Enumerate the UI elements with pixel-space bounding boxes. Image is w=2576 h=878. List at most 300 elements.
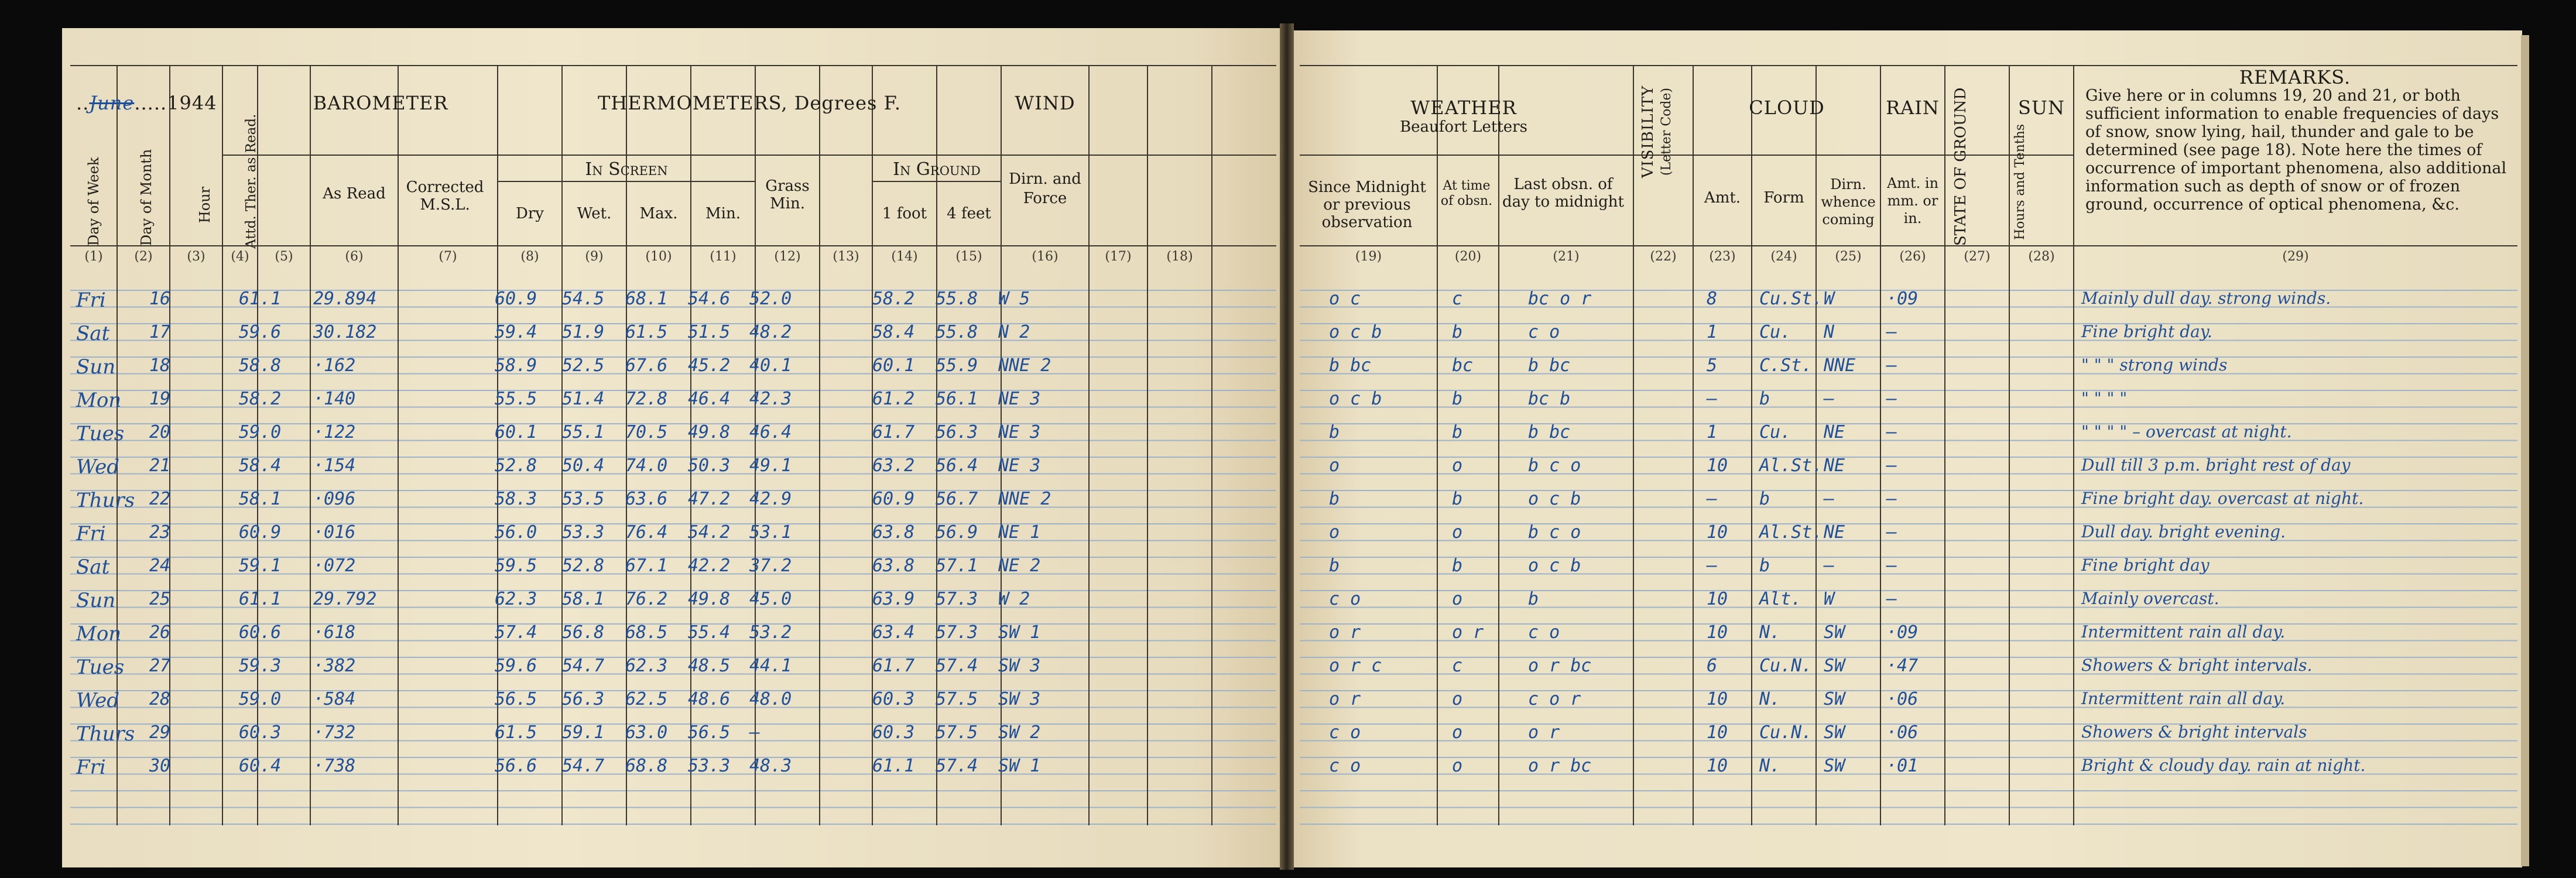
cell-at: o [1452, 722, 1463, 743]
cell-last: c o [1528, 322, 1560, 342]
cell-remark: Dull till 3 p.m. bright rest of day [2081, 455, 2351, 475]
cell-f4: 57.5 [936, 689, 978, 709]
column-number: (2) [134, 249, 153, 264]
cell-dirn: SW [1824, 756, 1845, 776]
cell-remark: Bright & cloudy day. rain at night. [2081, 756, 2366, 775]
rain-amt-header: Amt. in mm. or in. [1886, 175, 1939, 227]
cell-grass: 53.1 [749, 522, 792, 543]
cell-last: c o [1528, 622, 1560, 643]
cell-remark: " " " " – overcast at night. [2081, 422, 2292, 441]
cell-dirn: SW [1824, 622, 1845, 643]
cell-as-read: 29.894 [313, 289, 377, 309]
cell-remark: Mainly dull day. strong winds. [2081, 289, 2331, 308]
attd-ther-header: Attd. Ther. as Read. [244, 114, 259, 249]
cell-at: o [1452, 689, 1463, 709]
cell-remark: Fine bright day. overcast at night. [2081, 489, 2364, 508]
cell-max: 76.2 [625, 589, 668, 609]
cell-since: c o [1329, 756, 1361, 776]
cell-amt: 1 [1707, 322, 1718, 342]
cell-grass: – [749, 722, 761, 743]
column-number: (4) [231, 249, 249, 264]
column-number: (13) [833, 249, 859, 264]
column-number: (15) [955, 249, 982, 264]
cell-wet: 54.5 [562, 289, 605, 309]
cell-as-read: ·016 [313, 522, 356, 543]
cell-at: o [1452, 455, 1463, 476]
cell-since: o r c [1329, 656, 1382, 676]
visibility-header: VISIBILITY [1639, 85, 1657, 179]
cell-dow: Sun [76, 589, 116, 612]
cell-as-read: ·738 [313, 756, 356, 776]
cell-f4: 57.1 [936, 555, 978, 576]
last-obsn-header: Last obsn. of day to midnight [1502, 176, 1624, 211]
cell-min: 49.8 [688, 422, 731, 443]
cell-max: 67.1 [625, 555, 668, 576]
cell-last: o r bc [1528, 756, 1592, 776]
cell-remark: " " " strong winds [2081, 355, 2228, 375]
column-number: (9) [585, 249, 604, 264]
cell-min: 45.2 [688, 355, 731, 376]
column-number: (11) [710, 249, 737, 264]
column-number: (29) [2282, 249, 2309, 264]
cell-remark: Intermittent rain all day. [2081, 689, 2286, 708]
cell-as-read: ·072 [313, 555, 356, 576]
cell-since: c o [1329, 589, 1361, 609]
cell-dow: Sun [76, 355, 116, 379]
cell-as-read: 30.182 [313, 322, 377, 342]
cell-last: b c o [1528, 522, 1581, 543]
cell-form: Cu. [1759, 422, 1791, 443]
cell-dom: 20 [149, 422, 171, 443]
cell-dry: 59.6 [495, 656, 537, 676]
cell-dom: 24 [149, 555, 171, 576]
cell-last: o c b [1528, 555, 1581, 576]
cell-attd: 59.0 [239, 689, 282, 709]
cell-remark: Showers & bright intervals. [2081, 656, 2313, 675]
cell-dow: Sat [76, 555, 110, 579]
cell-dom: 17 [149, 322, 171, 342]
wet-header: Wet. [577, 205, 612, 222]
cell-dow: Mon [76, 389, 122, 412]
cell-as-read: ·732 [313, 722, 356, 743]
cell-dry: 56.0 [495, 522, 537, 543]
column-number: (26) [1899, 249, 1926, 264]
cell-f1: 61.2 [872, 389, 915, 409]
cell-wind: SW 3 [998, 689, 1041, 709]
cell-since: c o [1329, 722, 1361, 743]
cell-f1: 58.4 [872, 322, 915, 342]
cell-last: b [1528, 589, 1539, 609]
cell-max: 70.5 [625, 422, 668, 443]
cell-max: 67.6 [625, 355, 668, 376]
cell-min: 48.6 [688, 689, 731, 709]
cell-attd: 59.0 [239, 422, 282, 443]
cell-wind: SW 2 [998, 722, 1041, 743]
thermometers-header: THERMOMETERS, Degrees F. [598, 92, 901, 114]
cell-wet: 52.8 [562, 555, 605, 576]
cloud-form-header: Form [1763, 189, 1804, 207]
cell-attd: 58.8 [239, 355, 282, 376]
cell-attd: 59.3 [239, 656, 282, 676]
cell-grass: 52.0 [749, 289, 792, 309]
cell-f4: 55.9 [936, 355, 978, 376]
cell-remark: Showers & bright intervals [2081, 722, 2307, 742]
day-of-month-header: Day of Month [138, 149, 155, 246]
dirn-force-header: Dirn. and Force [1009, 170, 1081, 207]
cell-amt: – [1707, 489, 1718, 509]
cell-as-read: ·096 [313, 489, 356, 509]
column-number: (24) [1770, 249, 1797, 264]
cell-wind: SW 3 [998, 656, 1041, 676]
cell-at: b [1452, 489, 1463, 509]
cell-f1: 60.3 [872, 689, 915, 709]
cell-f4: 57.3 [936, 622, 978, 643]
cell-f4: 57.4 [936, 656, 978, 676]
cell-last: bc o r [1528, 289, 1592, 309]
cell-last: b bc [1528, 355, 1571, 376]
cell-dirn: SW [1824, 689, 1845, 709]
rain-header: RAIN [1886, 97, 1940, 119]
min-header: Min. [705, 205, 741, 222]
cell-wind: NE 2 [998, 555, 1041, 576]
cell-f1: 58.2 [872, 289, 915, 309]
cell-dom: 16 [149, 289, 171, 309]
cell-since: b bc [1329, 355, 1372, 376]
cell-at: o [1452, 522, 1463, 543]
cell-attd: 60.6 [239, 622, 282, 643]
cell-wind: W 2 [998, 589, 1030, 609]
cell-form: b [1759, 389, 1770, 409]
cell-last: o r [1528, 722, 1560, 743]
cell-remark: Dull day. bright evening. [2081, 522, 2286, 541]
cell-last: b c o [1528, 455, 1581, 476]
cell-dirn: – [1824, 389, 1835, 409]
cell-since: o c [1329, 289, 1361, 309]
cell-wind: NNE 2 [998, 355, 1051, 376]
cell-form: Cu. [1759, 322, 1791, 342]
cell-last: b bc [1528, 422, 1571, 443]
cell-wet: 54.7 [562, 656, 605, 676]
cell-at: b [1452, 322, 1463, 342]
cell-dirn: W [1824, 289, 1835, 309]
cell-f1: 63.9 [872, 589, 915, 609]
dry-header: Dry [516, 205, 544, 222]
cell-dirn: – [1824, 555, 1835, 576]
cell-rain: – [1886, 489, 1897, 509]
cell-attd: 58.4 [239, 455, 282, 476]
cell-wind: NE 1 [998, 522, 1041, 543]
cell-dry: 59.5 [495, 555, 537, 576]
cell-dirn: SW [1824, 722, 1845, 743]
cell-remark: Fine bright day. [2081, 322, 2212, 341]
column-number: (28) [2028, 249, 2055, 264]
cell-since: o [1329, 455, 1340, 476]
as-read-header: As Read [323, 185, 386, 203]
cell-amt: – [1707, 389, 1718, 409]
cell-dry: 61.5 [495, 722, 537, 743]
letter-code-header: (Letter Code) [1659, 87, 1674, 176]
cell-dom: 23 [149, 522, 171, 543]
cell-dow: Wed [76, 689, 120, 712]
cell-min: 54.2 [688, 522, 731, 543]
cell-grass: 44.1 [749, 656, 792, 676]
cell-rain: ·01 [1886, 756, 1919, 776]
column-number: (21) [1553, 249, 1580, 264]
cell-dry: 60.9 [495, 289, 537, 309]
cell-max: 62.3 [625, 656, 668, 676]
cell-rain: ·09 [1886, 622, 1919, 643]
cell-form: Alt. [1759, 589, 1802, 609]
wind-header: WIND [1015, 92, 1075, 114]
cell-dom: 28 [149, 689, 171, 709]
cell-grass: 48.3 [749, 756, 792, 776]
cell-at: c [1452, 289, 1463, 309]
cell-dow: Mon [76, 622, 122, 646]
cell-min: 47.2 [688, 489, 731, 509]
cell-f1: 60.9 [872, 489, 915, 509]
cell-form: N. [1759, 689, 1781, 709]
cell-since: o c b [1329, 322, 1382, 342]
cell-dom: 25 [149, 589, 171, 609]
cell-max: 68.1 [625, 289, 668, 309]
cell-amt: 10 [1707, 722, 1728, 743]
cell-form: b [1759, 489, 1770, 509]
cell-form: N. [1759, 756, 1781, 776]
cell-as-read: ·584 [313, 689, 356, 709]
cell-since: o r [1329, 622, 1361, 643]
in-screen-header: In Screen [585, 159, 668, 180]
cell-dirn: SW [1824, 656, 1845, 676]
cell-max: 68.8 [625, 756, 668, 776]
cell-as-read: ·162 [313, 355, 356, 376]
cell-min: 51.5 [688, 322, 731, 342]
cell-dow: Fri [76, 522, 106, 546]
cell-attd: 61.1 [239, 289, 282, 309]
cell-rain: – [1886, 322, 1897, 342]
cell-dirn: N [1824, 322, 1835, 342]
cell-rain: ·09 [1886, 289, 1919, 309]
cell-min: 49.8 [688, 589, 731, 609]
cell-wet: 59.1 [562, 722, 605, 743]
cell-attd: 59.1 [239, 555, 282, 576]
cell-form: Cu.St. [1759, 289, 1823, 309]
cell-dow: Fri [76, 756, 106, 779]
weather-header: WEATHER [1410, 97, 1517, 119]
cell-dry: 58.3 [495, 489, 537, 509]
cell-form: Cu.N. [1759, 722, 1813, 743]
cell-as-read: ·154 [313, 455, 356, 476]
cell-grass: 42.3 [749, 389, 792, 409]
cell-f4: 56.1 [936, 389, 978, 409]
cell-last: c o r [1528, 689, 1581, 709]
cell-wind: NE 3 [998, 422, 1041, 443]
cell-amt: 10 [1707, 522, 1728, 543]
cell-amt: – [1707, 555, 1718, 576]
cell-wind: W 5 [998, 289, 1030, 309]
state-of-ground-header: STATE OF GROUND [1952, 87, 1969, 246]
cloud-dirn-header: Dirn. whence coming [1821, 176, 1876, 228]
cell-dry: 55.5 [495, 389, 537, 409]
cell-since: b [1329, 555, 1340, 576]
cell-dom: 22 [149, 489, 171, 509]
month-year-label: ..June.....1944 [76, 92, 217, 114]
cell-grass: 48.2 [749, 322, 792, 342]
cell-max: 63.0 [625, 722, 668, 743]
cell-dirn: NNE [1824, 355, 1856, 376]
cell-dirn: NE [1824, 522, 1845, 543]
cell-rain: – [1886, 522, 1897, 543]
cell-dom: 19 [149, 389, 171, 409]
column-number: (20) [1454, 249, 1482, 264]
cell-last: bc b [1528, 389, 1571, 409]
cell-at: c [1452, 656, 1463, 676]
cell-dow: Thurs [76, 489, 135, 512]
cell-wet: 56.3 [562, 689, 605, 709]
cell-f4: 56.7 [936, 489, 978, 509]
cell-dom: 30 [149, 756, 171, 776]
cell-since: o r [1329, 689, 1361, 709]
cell-form: Cu.N. [1759, 656, 1813, 676]
cell-max: 63.6 [625, 489, 668, 509]
cell-f4: 57.3 [936, 589, 978, 609]
cell-min: 46.4 [688, 389, 731, 409]
cell-dry: 60.1 [495, 422, 537, 443]
cell-at: o [1452, 589, 1463, 609]
cell-min: 50.3 [688, 455, 731, 476]
cell-attd: 58.2 [239, 389, 282, 409]
cell-rain: ·06 [1886, 689, 1919, 709]
since-midnight-header: Since Midnight or previous observation [1308, 179, 1426, 231]
cell-max: 61.5 [625, 322, 668, 342]
cell-remark: Fine bright day [2081, 555, 2210, 575]
cell-rain: – [1886, 589, 1897, 609]
remarks-header: REMARKS. [2239, 66, 2351, 88]
barometer-header: BAROMETER [313, 92, 448, 114]
cell-wet: 51.4 [562, 389, 605, 409]
cell-f4: 57.5 [936, 722, 978, 743]
cell-f1: 63.8 [872, 555, 915, 576]
remarks-instructions: Give here or in columns 19, 20 and 21, or both sufficient information to enable frequencies of days of snow, snow lying, hail, thunder and gale to be determined (see page 18). Note here the times of occurrence of important phenomena, also additional information such as depth of snow or of frozen ground, occurrence of optical phenomena, &c. [2085, 87, 2507, 214]
cell-at: b [1452, 555, 1463, 576]
cell-f1: 61.1 [872, 756, 915, 776]
column-number: (8) [520, 249, 539, 264]
cell-wet: 52.5 [562, 355, 605, 376]
cell-amt: 5 [1707, 355, 1718, 376]
cell-max: 72.8 [625, 389, 668, 409]
cell-max: 62.5 [625, 689, 668, 709]
cell-min: 56.5 [688, 722, 731, 743]
cell-wind: SW 1 [998, 622, 1041, 643]
cell-grass: 49.1 [749, 455, 792, 476]
column-number: (1) [84, 249, 103, 264]
cell-min: 55.4 [688, 622, 731, 643]
cloud-amt-header: Amt. [1704, 189, 1741, 207]
cell-amt: 8 [1707, 289, 1718, 309]
cell-dom: 29 [149, 722, 171, 743]
column-number: (7) [439, 249, 457, 264]
column-number: (16) [1032, 249, 1059, 264]
column-number: (14) [891, 249, 918, 264]
column-number: (6) [345, 249, 364, 264]
cell-since: b [1329, 422, 1340, 443]
column-number: (3) [187, 249, 205, 264]
cell-amt: 10 [1707, 689, 1728, 709]
cell-wet: 51.9 [562, 322, 605, 342]
cell-dow: Tues [76, 422, 125, 445]
hour-header: Hour [197, 186, 213, 224]
column-number: (19) [1355, 249, 1382, 264]
cell-max: 68.5 [625, 622, 668, 643]
cell-amt: 10 [1707, 622, 1728, 643]
cell-wet: 58.1 [562, 589, 605, 609]
cell-since: b [1329, 489, 1340, 509]
cell-at: o r [1452, 622, 1484, 643]
cell-wind: NE 3 [998, 389, 1041, 409]
cell-as-read: ·382 [313, 656, 356, 676]
cell-dry: 58.9 [495, 355, 537, 376]
cell-min: 54.6 [688, 289, 731, 309]
cloud-header: CLOUD [1749, 97, 1825, 119]
cell-wet: 54.7 [562, 756, 605, 776]
cell-wind: NE 3 [998, 455, 1041, 476]
cell-grass: 37.2 [749, 555, 792, 576]
cell-form: C.St. [1759, 355, 1813, 376]
cell-dry: 56.5 [495, 689, 537, 709]
cell-dirn: NE [1824, 422, 1845, 443]
cell-dry: 56.6 [495, 756, 537, 776]
cell-rain: – [1886, 422, 1897, 443]
cell-min: 48.5 [688, 656, 731, 676]
cell-dry: 59.4 [495, 322, 537, 342]
column-number: (12) [774, 249, 801, 264]
cell-since: o [1329, 522, 1340, 543]
cell-as-read: 29.792 [313, 589, 377, 609]
cell-rain: – [1886, 555, 1897, 576]
cell-amt: 6 [1707, 656, 1718, 676]
cell-rain: – [1886, 455, 1897, 476]
cell-max: 74.0 [625, 455, 668, 476]
cell-at: b [1452, 422, 1463, 443]
cell-wind: SW 1 [998, 756, 1041, 776]
cell-f1: 63.4 [872, 622, 915, 643]
cell-dow: Tues [76, 656, 125, 679]
cell-form: b [1759, 555, 1770, 576]
beaufort-header: Beaufort Letters [1400, 118, 1527, 136]
cell-since: o c b [1329, 389, 1382, 409]
cell-f1: 63.8 [872, 522, 915, 543]
cell-wet: 53.5 [562, 489, 605, 509]
cell-wind: N 2 [998, 322, 1030, 342]
cell-wind: NNE 2 [998, 489, 1051, 509]
cell-f4: 57.4 [936, 756, 978, 776]
max-header: Max. [639, 205, 678, 222]
cell-f1: 60.3 [872, 722, 915, 743]
cell-form: Al.St. [1759, 522, 1823, 543]
column-number: (25) [1835, 249, 1862, 264]
in-ground-header: In Ground [893, 159, 981, 180]
cell-max: 76.4 [625, 522, 668, 543]
cell-dirn: NE [1824, 455, 1845, 476]
cell-dirn: W [1824, 589, 1835, 609]
cell-dry: 62.3 [495, 589, 537, 609]
column-number: (27) [1964, 249, 1991, 264]
cell-last: o c b [1528, 489, 1581, 509]
cell-dry: 52.8 [495, 455, 537, 476]
cell-dow: Fri [76, 289, 106, 312]
cell-dirn: – [1824, 489, 1835, 509]
cell-as-read: ·618 [313, 622, 356, 643]
cell-attd: 58.1 [239, 489, 282, 509]
